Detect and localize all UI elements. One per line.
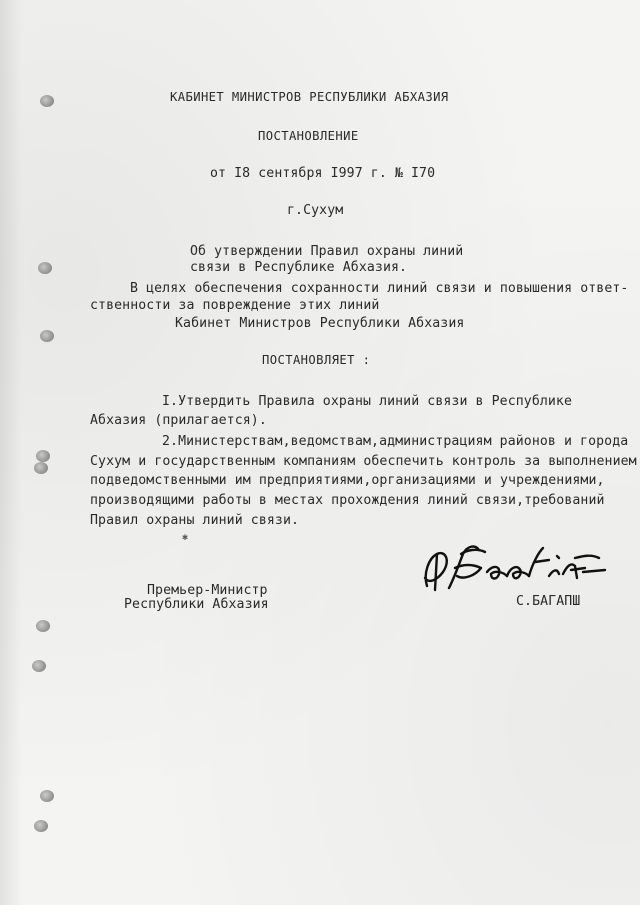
item-2-line: Правил охраны линий связи. — [90, 513, 300, 528]
page-edge-shadow — [0, 0, 22, 905]
binder-hole-icon — [36, 620, 50, 632]
item-2-line: Сухум и государственным компаниям обеспечить контроль за выполнением — [90, 454, 637, 469]
binder-hole-icon — [40, 95, 54, 107]
binder-hole-icon — [40, 330, 54, 342]
binder-hole-icon — [36, 450, 50, 462]
binder-hole-icon — [38, 262, 52, 274]
signatory-title: Республики Абхазия — [124, 597, 269, 612]
preamble-line: ственности за повреждение этих линий — [90, 298, 380, 313]
item-2-line: производящими работы в местах прохождения линий связи,требований — [90, 493, 605, 508]
resolves-heading: ПОСТАНОВЛЯЕТ : — [262, 353, 371, 367]
signatory-title: Премьер-Министр — [147, 583, 268, 598]
binder-hole-icon — [32, 660, 46, 672]
subject-line: связи в Республике Абхазия. — [190, 260, 408, 275]
item-2-line: 2.Министерствам,ведомствам,администрациям районов и города — [162, 434, 629, 449]
item-1-line: Абхазия (прилагается). — [90, 413, 267, 428]
item-2-line: подведомственными им предприятиями,организациями и учреждениями, — [90, 473, 605, 488]
binder-hole-icon — [34, 462, 48, 474]
item-1-line: I.Утвердить Правила охраны линий связи в Республике — [162, 394, 573, 409]
document-type: ПОСТАНОВЛЕНИЕ — [258, 129, 359, 143]
document-header: КАБИНЕТ МИНИСТРОВ РЕСПУБЛИКИ АБХАЗИЯ — [170, 90, 449, 104]
preamble-line: В целях обеспечения сохранности линий связи и повышения ответ- — [130, 281, 629, 296]
stray-mark-icon: ✱ — [182, 532, 189, 543]
binder-hole-icon — [34, 820, 48, 832]
subject-line: Об утверждении Правил охраны линий — [190, 244, 464, 259]
binder-hole-icon — [40, 790, 54, 802]
preamble-line: Кабинет Министров Республики Абхазия — [175, 316, 465, 331]
signatory-name: С.БАГАПШ — [516, 594, 581, 609]
document-city: г.Сухум — [287, 203, 344, 218]
document-date-number: от I8 сентября I997 г. № I70 — [210, 166, 436, 181]
handwritten-signature-icon — [415, 528, 615, 603]
